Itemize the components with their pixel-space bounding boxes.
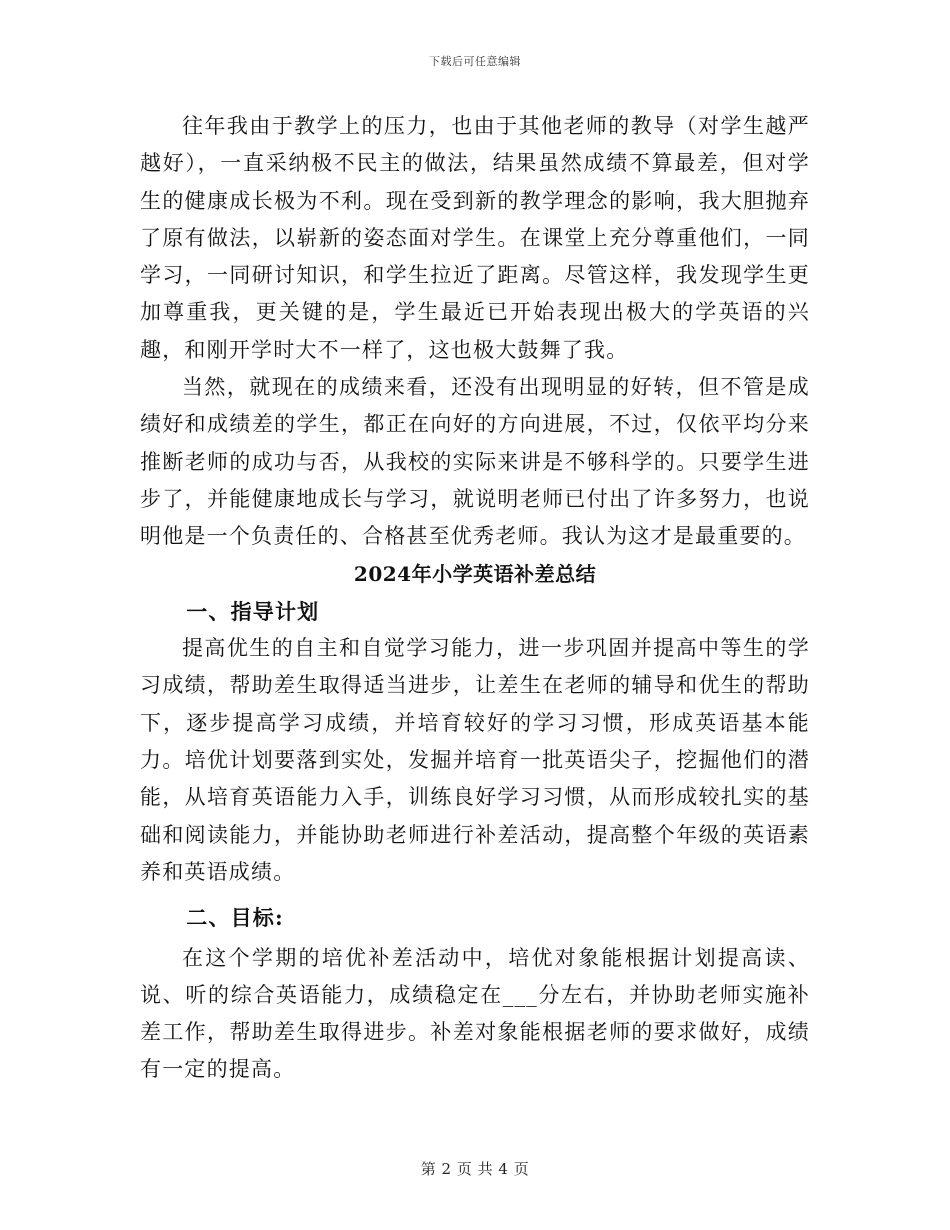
paragraph-guidance-plan: 提高优生的自主和自觉学习能力，进一步巩固并提高中等生的学习成绩，帮助差生取得适当进步，让差生在老师的辅导和优生的帮助下，逐步提高学习成绩，并培育较好的学习习惯，形成英语基本能力。培优计划要落到实处，发掘并培育一批英语尖子，挖掘他们的潜能，从培育英语能力入手，训练良好学习习惯，从而形成较扎实的基础和阅读能力，并能协助老师进行补差活动，提高整个年级的英语素养和英语成绩。 (140, 636, 810, 884)
paragraph-goals: 在这个学期的培优补差活动中，培优对象能根据计划提高读、说、听的综合英语能力，成绩稳定在___分左右，并协助老师实施补差工作，帮助差生取得进步。补差对象能根据老师的要求做好，成绩有一定的提高。 (140, 945, 810, 1082)
page-footer: 第 2 页 共 4 页 (420, 1160, 530, 1178)
paragraph-1: 往年我由于教学上的压力，也由于其他老师的教导（对学生越严越好），一直采纳极不民主的做法，结果虽然成绩不算最差，但对学生的健康成长极为不利。现在受到新的教学理念的影响，我大胆抛弃了原有做法，以崭新的姿态面对学生。在课堂上充分尊重他们，一同学习，一同研讨知识，和学生拉近了距离。尽管这样，我发现学生更加尊重我，更关键的是，学生最近已开始表现出极大的学英语的兴趣，和刚开学时大不一样了，这也极大鼓舞了我。 (140, 114, 810, 362)
page-header: 下载后可任意编辑 (429, 55, 521, 68)
paragraph-2: 当然，就现在的成绩来看，还没有出现明显的好转，但不管是成绩好和成绩差的学生，都正在向好的方向进展，不过，仅依平均分来推断老师的成功与否，从我校的实际来讲是不够科学的。只要学生进步了，并能健康地成长与学习，就说明老师已付出了许多努力，也说明他是一个负责任的、合格甚至优秀老师。我认为这才是最重要的。 (140, 375, 810, 549)
document-body (140, 108, 810, 1089)
section-heading-guidance-plan: 一、指导计划 (186, 598, 320, 624)
section-heading-goals: 二、目标: (186, 905, 284, 931)
document-title: 2024年小学英语补差总结 (353, 561, 597, 586)
